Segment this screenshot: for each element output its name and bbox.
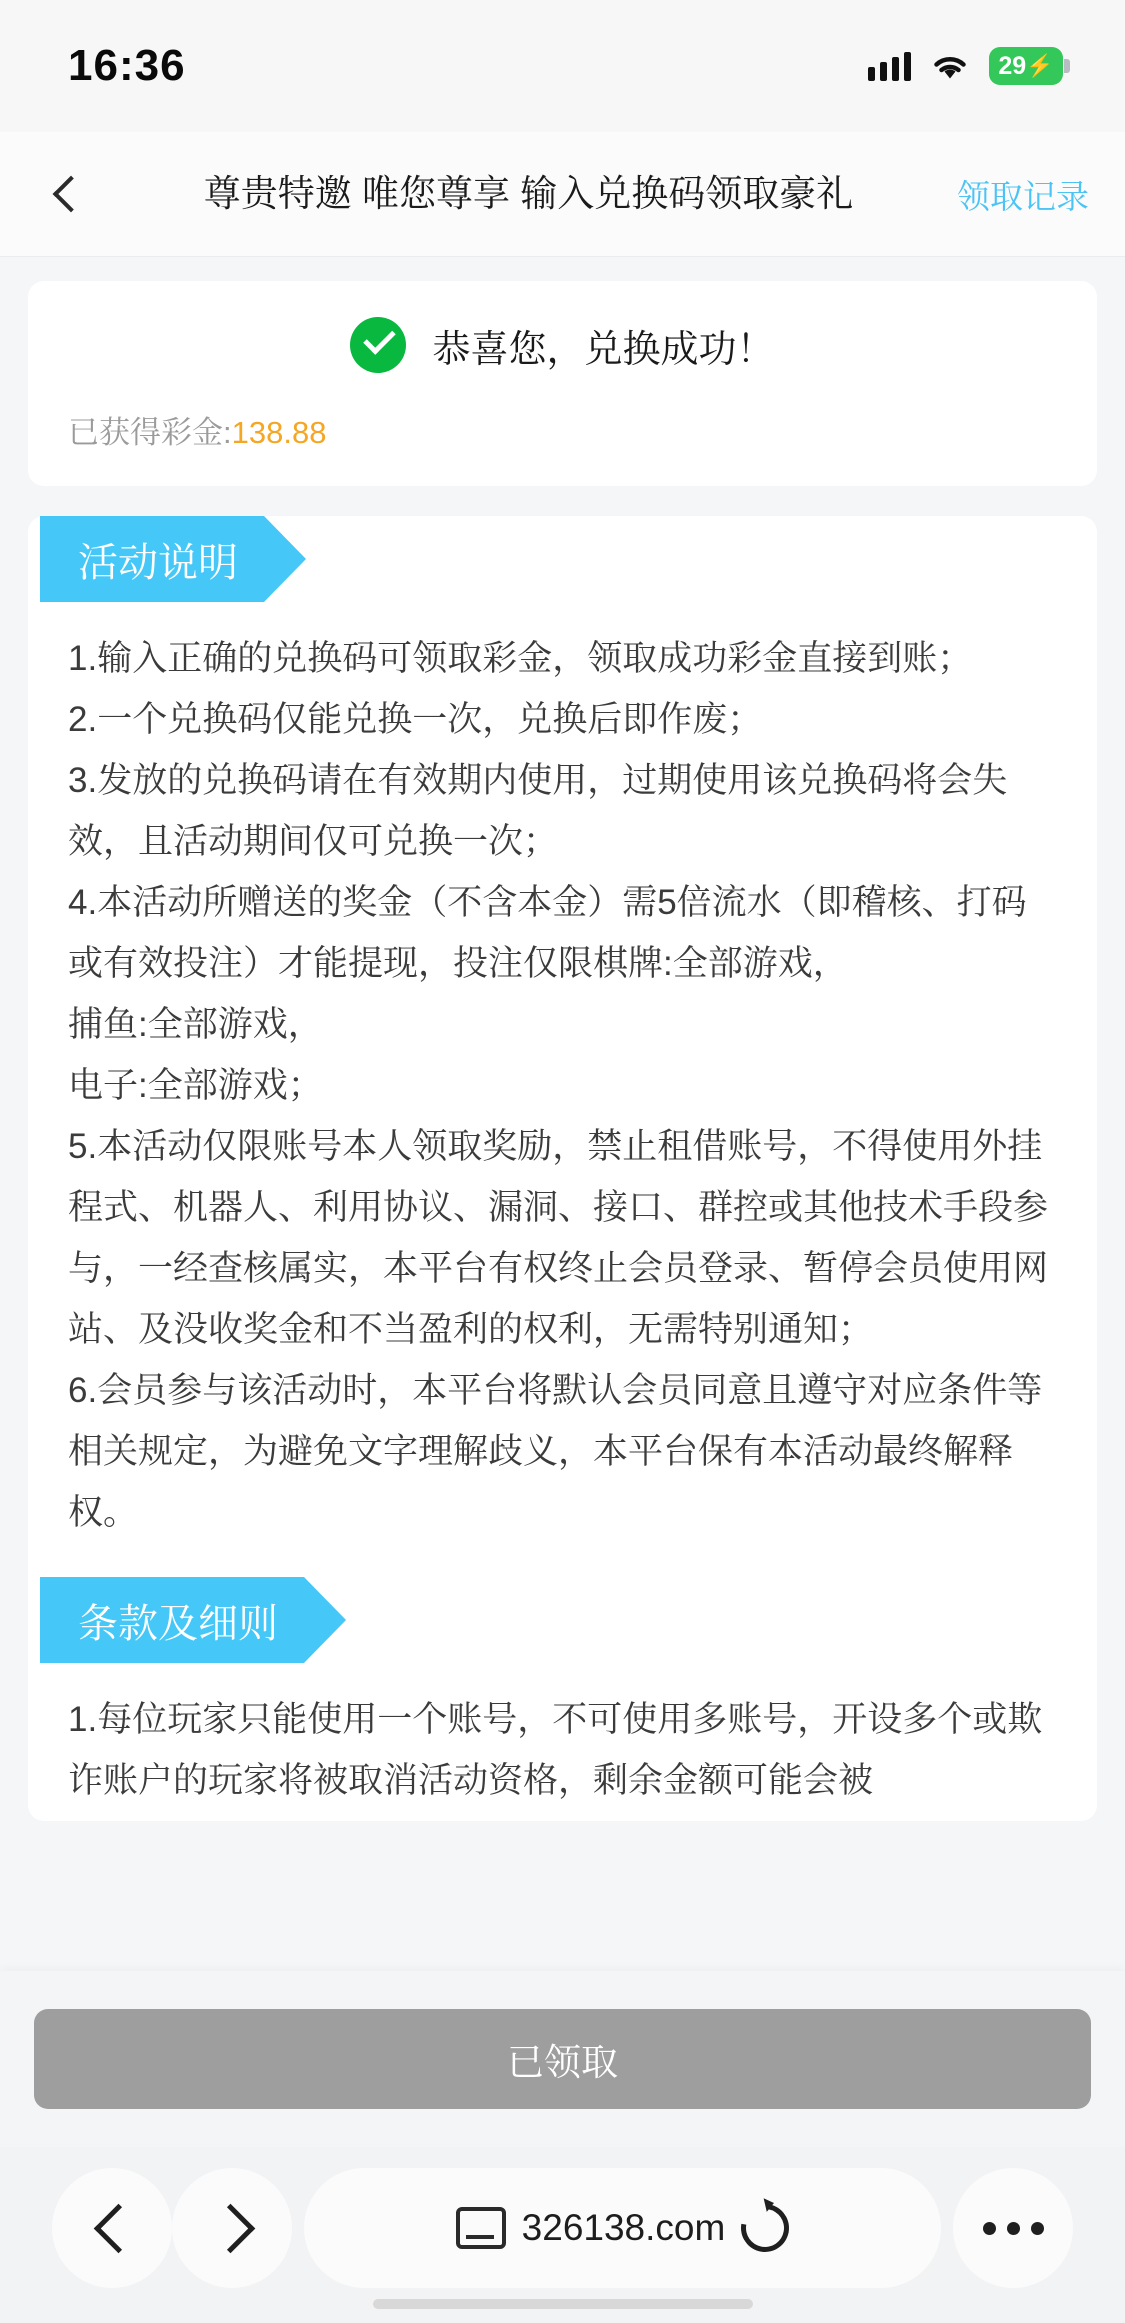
more-dots-icon xyxy=(983,2222,1044,2235)
arrow-right-icon xyxy=(217,2203,247,2253)
rule-line: 6.会员参与该活动时，本平台将默认会员同意且遵守对应条件等相关规定，为避免文字理解歧义，本平台保有本活动最终解释权。 xyxy=(68,1371,1043,1532)
rule-line: 5.本活动仅限账号本人领取奖励，禁止租借账号，不得使用外挂程式、机器人、利用协议、漏洞、接口、群控或其他技术手段参与，一经查核属实，本平台有权终止会员登录、暂停会员使用网站、及没收奖金和不当盈利的权利，无需特别通知； xyxy=(68,1127,1049,1349)
activity-rules-text xyxy=(68,628,1057,1543)
status-bar xyxy=(0,0,1125,132)
reader-view-icon[interactable] xyxy=(456,2207,506,2249)
rule-line: 电子:全部游戏； xyxy=(68,1066,323,1105)
section-heading-terms xyxy=(40,1577,1057,1663)
page-content[interactable] xyxy=(0,257,1125,1971)
browser-more-button[interactable] xyxy=(953,2168,1073,2288)
exchange-result-card xyxy=(28,281,1097,486)
bonus-amount-value: 138.88 xyxy=(231,415,327,450)
home-indicator xyxy=(373,2299,753,2309)
rule-line: 2.一个兑换码仅能兑换一次，兑换后即作废； xyxy=(68,700,763,739)
battery-charging-icon: 29 ⚡ xyxy=(989,47,1063,85)
address-bar[interactable] xyxy=(304,2168,941,2288)
rule-line: 1.每位玩家只能使用一个账号，不可使用多账号，开设多个或欺诈账户的玩家将被取消活动资格，剩余金额可能会被 xyxy=(68,1700,1043,1800)
success-message: 恭喜您，兑换成功！ xyxy=(432,328,775,371)
status-bar-indicators xyxy=(868,47,1063,85)
page-navbar xyxy=(0,132,1125,257)
rule-line: 3.发放的兑换码请在有效期内使用，过期使用该兑换码将会失效，且活动期间仅可兑换一次； xyxy=(68,761,1008,861)
rule-line: 捕鱼:全部游戏， xyxy=(68,1005,323,1044)
arrow-left-icon xyxy=(97,2203,127,2253)
ribbon-label: 活动说明 xyxy=(40,516,264,602)
status-bar-time: 16:36 xyxy=(68,41,186,90)
section-heading-activity-rules xyxy=(40,516,1057,602)
address-bar-url: 326138.com xyxy=(521,2207,726,2248)
rule-line: 4.本活动所赠送的奖金（不含本金）需5倍流水（即稽核、打码或有效投注）才能提现，投注仅限棋牌:全部游戏， xyxy=(68,883,1027,983)
spacer xyxy=(68,1543,1057,1571)
browser-toolbar xyxy=(0,2147,1125,2323)
browser-back-button[interactable] xyxy=(52,2168,172,2288)
back-button[interactable] xyxy=(30,154,100,234)
rules-card xyxy=(28,516,1097,1821)
page-title: 尊贵特邀 唯您尊享 输入兑换码领取豪礼 xyxy=(203,173,854,214)
bonus-amount-label: 已获得彩金: xyxy=(68,415,232,450)
footer-action-bar xyxy=(0,1971,1125,2147)
claim-records-link[interactable]: 领取记录 xyxy=(957,177,1089,215)
claim-button[interactable]: 已领取 xyxy=(34,2009,1091,2109)
cellular-bars-icon xyxy=(868,51,911,81)
chevron-left-icon xyxy=(54,175,76,213)
terms-text xyxy=(68,1689,1057,1811)
success-row xyxy=(68,317,1057,373)
ribbon-label: 条款及细则 xyxy=(40,1577,304,1663)
browser-forward-button[interactable] xyxy=(172,2168,292,2288)
refresh-icon[interactable] xyxy=(732,2195,799,2262)
bonus-amount-row xyxy=(68,407,1057,452)
battery-level-label: 29 xyxy=(998,51,1027,80)
rule-line: 1.输入正确的兑换码可领取彩金，领取成功彩金直接到账； xyxy=(68,639,973,678)
wifi-icon xyxy=(929,50,971,82)
check-circle-icon xyxy=(350,317,406,373)
